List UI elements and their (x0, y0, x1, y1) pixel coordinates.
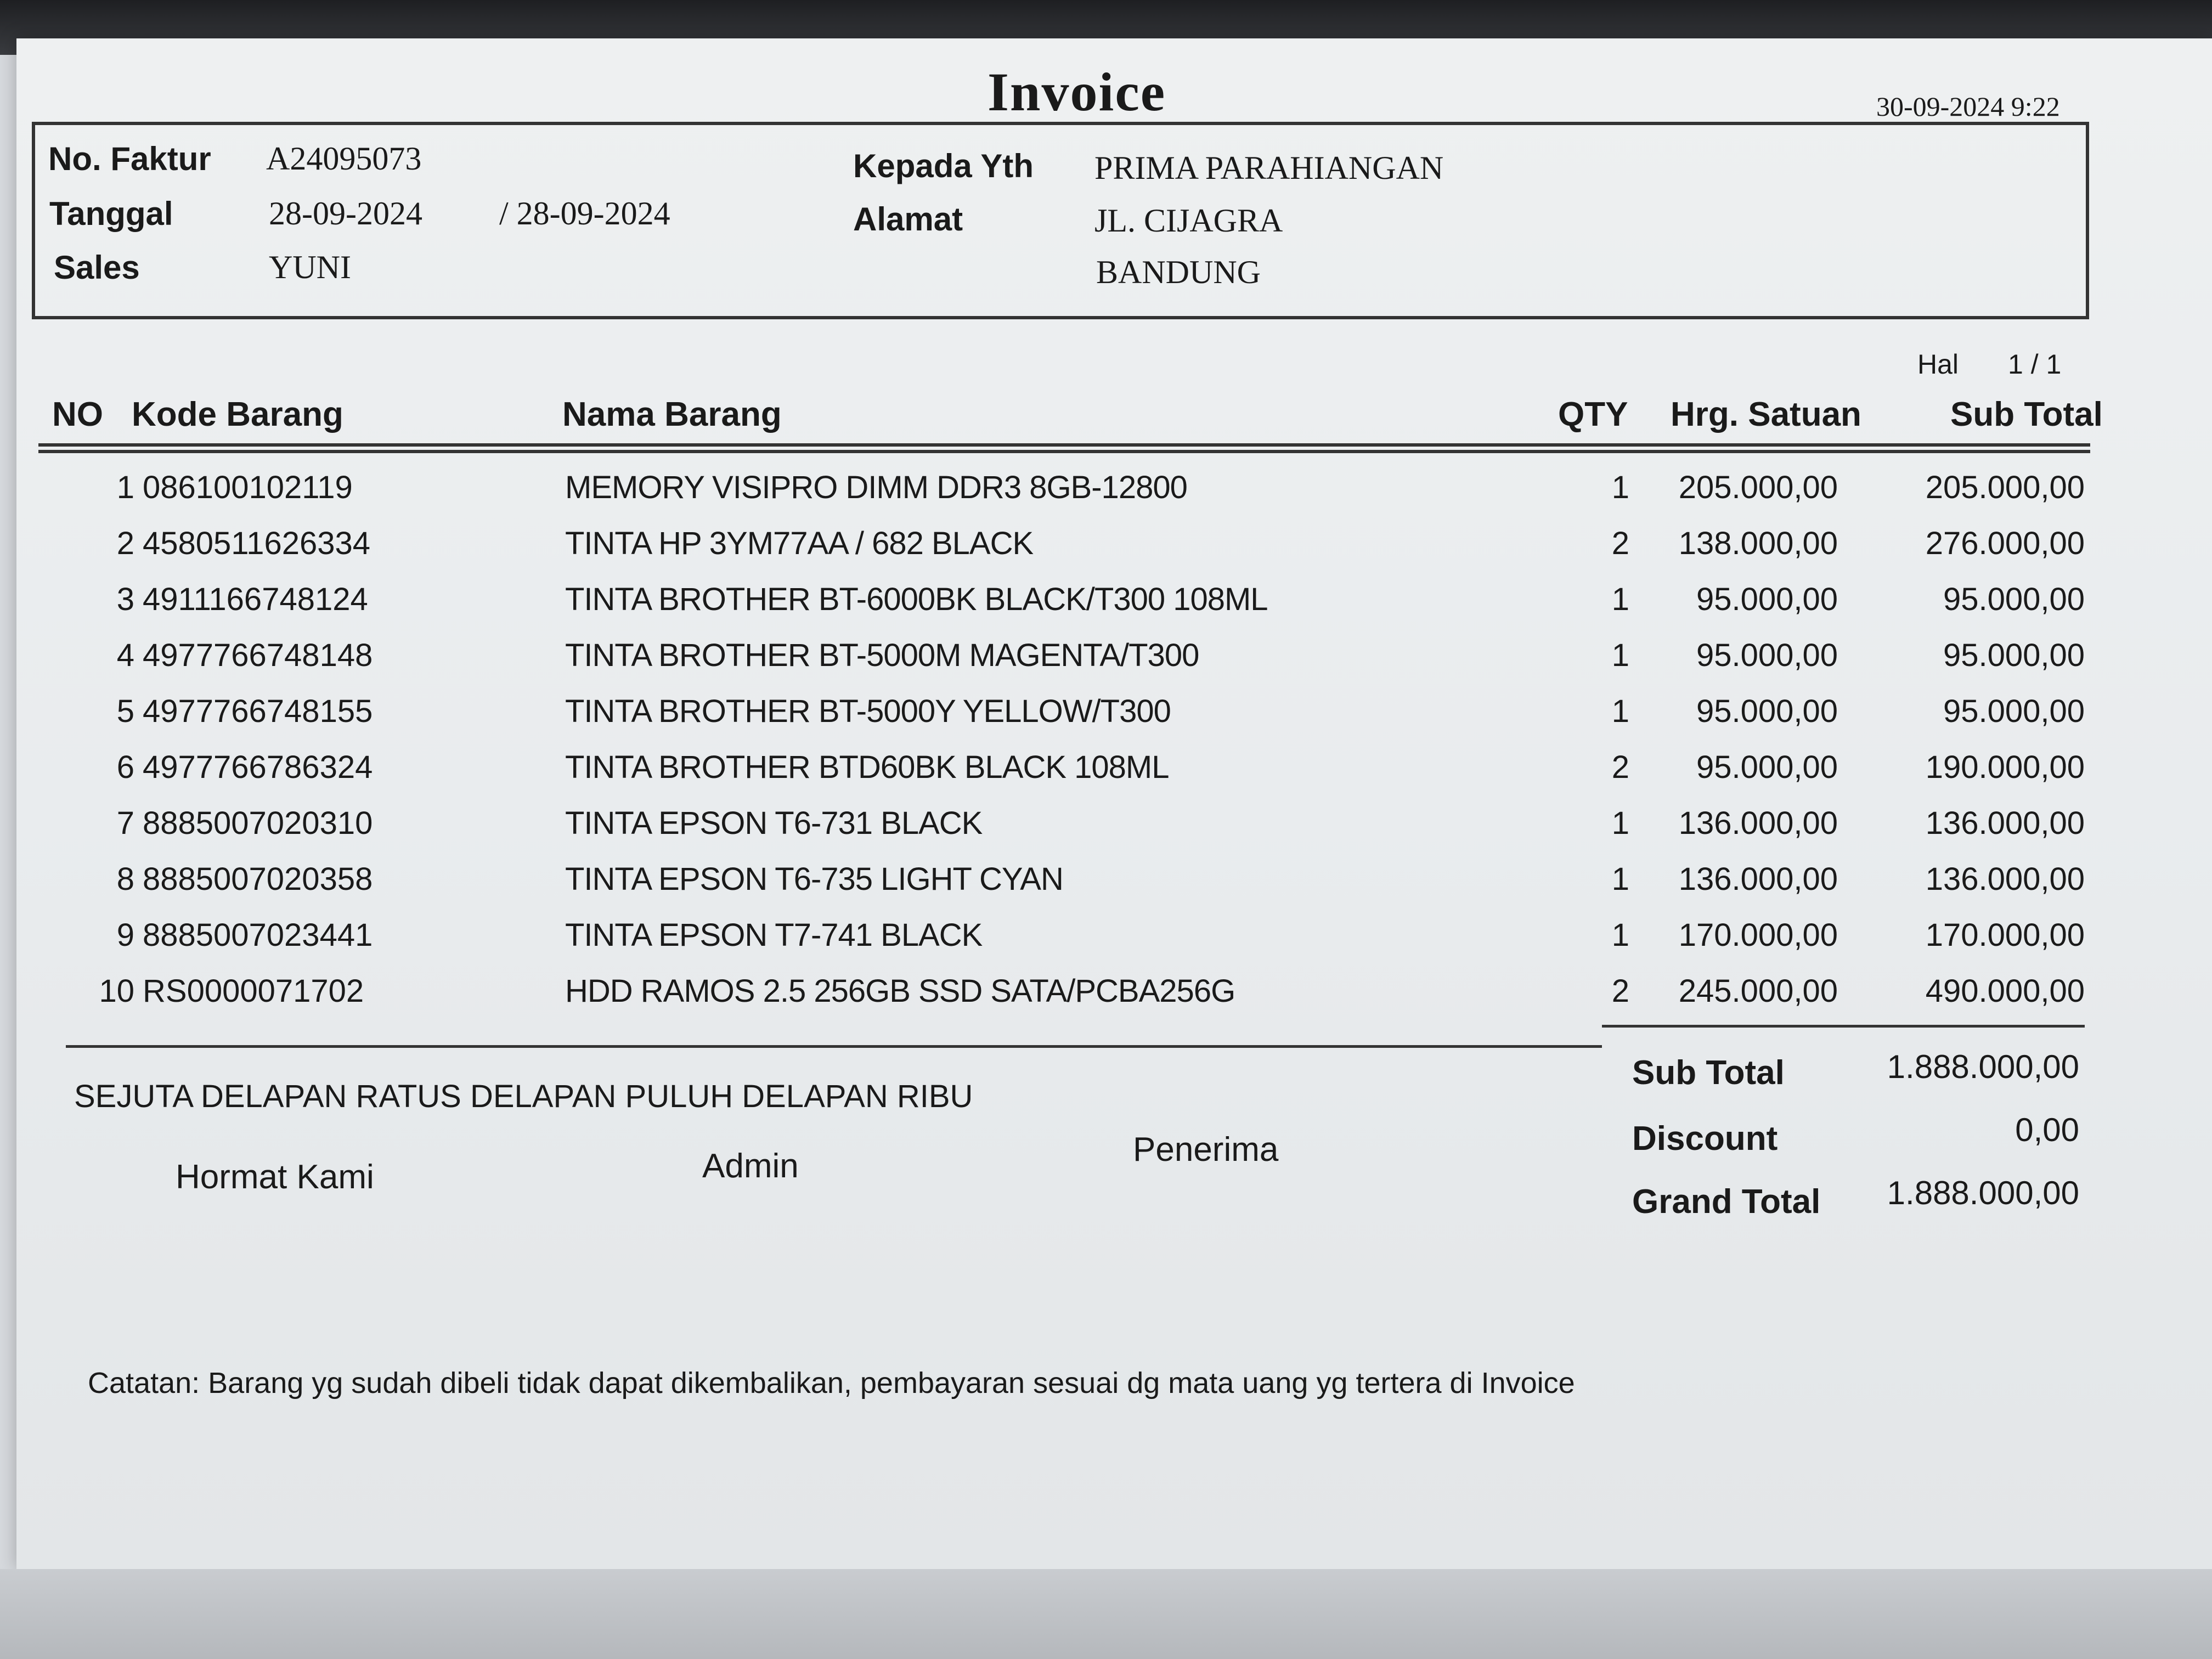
page-label: Hal (1917, 349, 1959, 380)
item-code: 4977766748148 (143, 637, 373, 673)
column-header-subtotal: Sub Total (1950, 396, 2103, 433)
discount-value: 0,00 (2015, 1111, 2079, 1148)
subtotal-label: Sub Total (1632, 1054, 1785, 1092)
item-no: 3 (116, 582, 134, 617)
item-subtotal: 205.000,00 (1925, 470, 2085, 505)
printed-timestamp: 30-09-2024 9:22 (1876, 91, 2060, 122)
grand-total-label: Grand Total (1632, 1183, 1821, 1221)
item-qty: 2 (1611, 749, 1629, 785)
item-name: TINTA HP 3YM77AA / 682 BLACK (565, 526, 1034, 561)
item-qty: 1 (1611, 637, 1629, 673)
item-code: 4977766748155 (143, 693, 373, 729)
item-price: 245.000,00 (1678, 973, 1838, 1009)
item-name: MEMORY VISIPRO DIMM DDR3 8GB-12800 (565, 470, 1187, 505)
column-header-qty: QTY (1558, 396, 1628, 433)
invoice-note: Catatan: Barang yg sudah dibeli tidak dapat dikembalikan, pembayaran sesuai dg mata uang yg tertera di Invoice (88, 1367, 1575, 1400)
item-qty: 1 (1611, 582, 1629, 617)
signature-penerima: Penerima (1133, 1131, 1279, 1169)
item-name: TINTA BROTHER BT-5000M MAGENTA/T300 (565, 637, 1199, 673)
table-row (0, 520, 2212, 575)
table-row (0, 799, 2212, 855)
table-header-rule (38, 443, 2090, 453)
item-code: 8885007020358 (143, 861, 373, 897)
item-subtotal: 490.000,00 (1925, 973, 2085, 1009)
alamat-label: Alamat (853, 201, 963, 238)
table-row (0, 687, 2212, 743)
subtotal-value: 1.888.000,00 (1887, 1048, 2079, 1085)
totals-rule (1602, 1025, 2085, 1028)
item-price: 95.000,00 (1696, 693, 1838, 729)
item-price: 136.000,00 (1678, 805, 1838, 841)
table-row (0, 911, 2212, 967)
invoice-items (0, 464, 2212, 1023)
item-no: 8 (116, 861, 134, 897)
item-qty: 2 (1611, 526, 1629, 561)
sales-label: Sales (54, 249, 140, 286)
column-header-kode: Kode Barang (132, 396, 343, 433)
item-code: 086100102119 (143, 470, 353, 505)
item-qty: 2 (1611, 973, 1629, 1009)
item-price: 138.000,00 (1678, 526, 1838, 561)
item-no: 2 (116, 526, 134, 561)
column-header-no: NO (52, 396, 103, 433)
item-price: 136.000,00 (1678, 861, 1838, 897)
item-code: 8885007020310 (143, 805, 373, 841)
item-subtotal: 276.000,00 (1925, 526, 2085, 561)
signature-hormat-kami: Hormat Kami (176, 1158, 374, 1196)
tanggal-label: Tanggal (49, 195, 173, 232)
item-name: HDD RAMOS 2.5 256GB SSD SATA/PCBA256G (565, 973, 1235, 1009)
item-name: TINTA EPSON T7-741 BLACK (565, 917, 983, 953)
item-no: 4 (116, 637, 134, 673)
item-subtotal: 95.000,00 (1943, 693, 2085, 729)
table-row (0, 464, 2212, 520)
item-qty: 1 (1611, 861, 1629, 897)
item-no: 7 (116, 805, 134, 841)
item-qty: 1 (1611, 693, 1629, 729)
item-subtotal: 136.000,00 (1925, 861, 2085, 897)
item-no: 10 (99, 973, 134, 1009)
table-row (0, 575, 2212, 631)
item-price: 95.000,00 (1696, 582, 1838, 617)
footer-rule (66, 1045, 1602, 1048)
kepada-value: PRIMA PARAHIANGAN (1094, 150, 1444, 186)
table-row (0, 967, 2212, 1023)
item-qty: 1 (1611, 805, 1629, 841)
item-price: 205.000,00 (1678, 470, 1838, 505)
item-subtotal: 170.000,00 (1925, 917, 2085, 953)
discount-label: Discount (1632, 1120, 1778, 1158)
monitor-bottom (0, 1569, 2212, 1659)
item-code: 8885007023441 (143, 917, 373, 953)
page-number: 1 / 1 (2008, 349, 2062, 380)
grand-total-value: 1.888.000,00 (1887, 1175, 2079, 1211)
item-name: TINTA BROTHER BT-6000BK BLACK/T300 108ML (565, 582, 1268, 617)
item-subtotal: 136.000,00 (1925, 805, 2085, 841)
item-no: 9 (116, 917, 134, 953)
signature-admin: Admin (702, 1147, 799, 1185)
item-qty: 1 (1611, 470, 1629, 505)
item-code: 4580511626334 (143, 526, 371, 561)
table-row (0, 743, 2212, 799)
table-row (0, 855, 2212, 911)
item-name: TINTA BROTHER BTD60BK BLACK 108ML (565, 749, 1169, 785)
alamat-line-1: JL. CIJAGRA (1094, 202, 1283, 239)
item-subtotal: 190.000,00 (1925, 749, 2085, 785)
column-header-harga: Hrg. Satuan (1671, 396, 1861, 433)
item-subtotal: 95.000,00 (1943, 582, 2085, 617)
tanggal-due-value: / 28-09-2024 (499, 195, 670, 232)
invoice-title: Invoice (988, 61, 1166, 122)
kepada-label: Kepada Yth (853, 148, 1034, 184)
item-subtotal: 95.000,00 (1943, 637, 2085, 673)
item-no: 6 (116, 749, 134, 785)
item-name: TINTA EPSON T6-731 BLACK (565, 805, 983, 841)
amount-in-words: SEJUTA DELAPAN RATUS DELAPAN PULUH DELAPAN RIBU (74, 1079, 973, 1114)
column-header-nama: Nama Barang (562, 396, 782, 433)
item-price: 95.000,00 (1696, 637, 1838, 673)
item-name: TINTA EPSON T6-735 LIGHT CYAN (565, 861, 1063, 897)
item-code: 4911166748124 (143, 582, 368, 617)
table-row (0, 631, 2212, 687)
sales-value: YUNI (269, 249, 351, 285)
no-faktur-value: A24095073 (266, 140, 422, 177)
item-no: 1 (116, 470, 134, 505)
tanggal-value: 28-09-2024 (269, 195, 422, 232)
item-code: 4977766786324 (143, 749, 373, 785)
item-price: 170.000,00 (1678, 917, 1838, 953)
item-name: TINTA BROTHER BT-5000Y YELLOW/T300 (565, 693, 1171, 729)
no-faktur-label: No. Faktur (48, 140, 211, 177)
item-price: 95.000,00 (1696, 749, 1838, 785)
alamat-line-2: BANDUNG (1096, 254, 1261, 290)
item-code: RS0000071702 (143, 973, 364, 1009)
item-qty: 1 (1611, 917, 1629, 953)
item-no: 5 (116, 693, 134, 729)
